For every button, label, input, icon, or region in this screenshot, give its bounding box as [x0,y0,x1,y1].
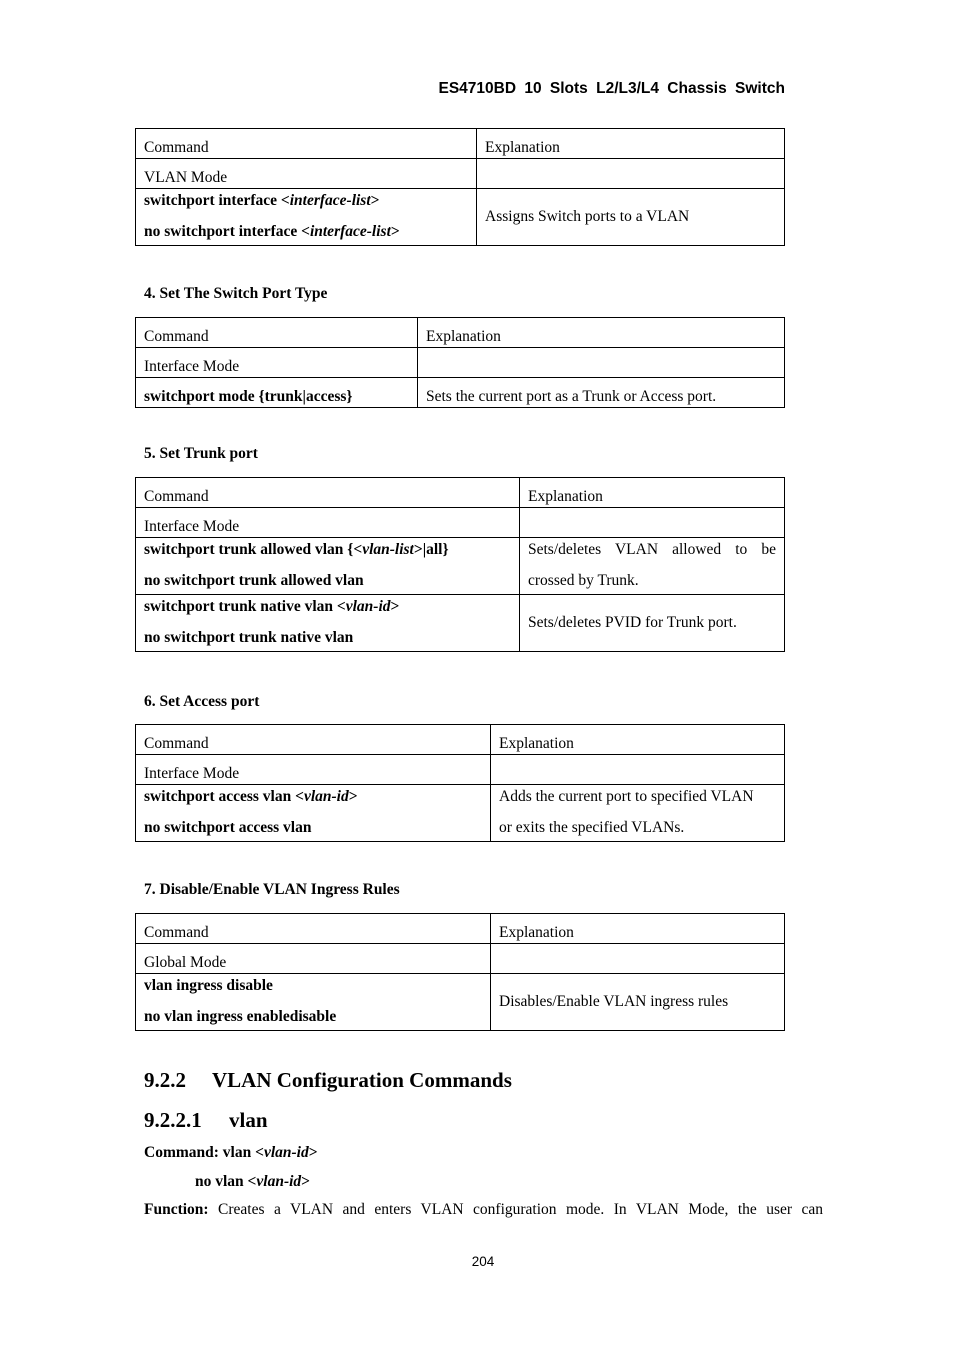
section-title: 4. Set The Switch Port Type [144,285,328,302]
explanation-line: Sets/deletes VLAN allowed to be [528,541,776,558]
explanation-cell: Disables/Enable VLAN ingress rules [491,974,785,1031]
heading-number: 9.2.2 [144,1068,186,1092]
section-title: 7. Disable/Enable VLAN Ingress Rules [144,881,400,898]
header-explanation: Explanation [477,129,785,159]
section-title: 5. Set Trunk port [144,445,258,462]
command-cell [136,538,520,595]
section-heading [144,1068,512,1093]
table-mode-row [136,159,785,189]
table-ingress-rules [135,913,785,1031]
command-line: no switchport trunk allowed vlan [144,572,364,589]
command-line: no switchport interface <interface-list> [144,223,400,240]
header-command: Command [136,478,520,508]
table-row [136,538,785,595]
table-mode-row [136,348,785,378]
subsection-heading [144,1108,268,1133]
function-paragraph [144,1201,823,1219]
command-cell [136,974,491,1031]
table-header-row [136,725,785,755]
command-line: switchport interface <interface-list> [144,192,380,209]
command-cell [136,785,491,842]
heading-number: 9.2.2.1 [144,1108,202,1132]
header-command: Command [136,129,477,159]
table-row [136,785,785,842]
command-line: no vlan ingress enabledisable [144,1008,337,1025]
mode-cell: VLAN Mode [136,159,477,189]
command-cell [136,189,477,246]
heading-text: VLAN Configuration Commands [212,1068,512,1092]
header-explanation: Explanation [520,478,785,508]
explanation-line: or exits the specified VLANs. [499,819,685,836]
command-syntax: Command: vlan <vlan-id> [144,1144,318,1161]
empty-cell [418,348,785,378]
command-cell [136,595,520,652]
table-vlan-mode [135,128,785,246]
table-row [136,189,785,246]
table-trunk-port [135,477,785,652]
empty-cell [491,755,785,785]
table-row [136,378,785,408]
table-mode-row [136,755,785,785]
mode-cell: Global Mode [136,944,491,974]
explanation-cell [520,538,785,595]
command-line: no switchport trunk native vlan [144,629,354,646]
empty-cell [477,159,785,189]
command-line: switchport access vlan <vlan-id> [144,788,358,805]
header-explanation: Explanation [418,318,785,348]
explanation-line: Adds the current port to specified VLAN [499,788,754,805]
header-explanation: Explanation [491,725,785,755]
explanation-cell: Sets/deletes PVID for Trunk port. [520,595,785,652]
table-header-row [136,318,785,348]
table-row [136,595,785,652]
explanation-cell: Sets the current port as a Trunk or Access port. [418,378,785,408]
header-command: Command [136,725,491,755]
page-number: 204 [471,1254,495,1269]
empty-cell [520,508,785,538]
command-line: no switchport access vlan [144,819,312,836]
table-switch-port-type [135,317,785,408]
header-command: Command [136,318,418,348]
heading-text: vlan [229,1108,268,1132]
command-cell: switchport mode {trunk|access} [136,378,418,408]
table-header-row [136,478,785,508]
mode-cell: Interface Mode [136,348,418,378]
mode-cell: Interface Mode [136,508,520,538]
mode-cell: Interface Mode [136,755,491,785]
table-mode-row [136,944,785,974]
command-line: switchport trunk native vlan <vlan-id> [144,598,400,615]
command-line: vlan ingress disable [144,977,273,994]
explanation-line: crossed by Trunk. [528,572,639,589]
table-row [136,974,785,1031]
command-line: switchport trunk allowed vlan {<vlan-list>|all} [144,541,449,558]
no-command-syntax: no vlan <vlan-id> [195,1173,311,1190]
table-mode-row [136,508,785,538]
table-header-row [136,914,785,944]
function-text: Creates a VLAN and enters VLAN configuration mode. In VLAN Mode, the user can [208,1201,823,1218]
empty-cell [491,944,785,974]
table-header-row [136,129,785,159]
explanation-cell: Assigns Switch ports to a VLAN [477,189,785,246]
header-command: Command [136,914,491,944]
explanation-cell [491,785,785,842]
function-label: Function: [144,1201,209,1218]
section-title: 6. Set Access port [144,693,260,710]
header-explanation: Explanation [491,914,785,944]
table-access-port [135,724,785,842]
page-header: ES4710BD 10 Slots L2/L3/L4 Chassis Switch [438,80,785,97]
